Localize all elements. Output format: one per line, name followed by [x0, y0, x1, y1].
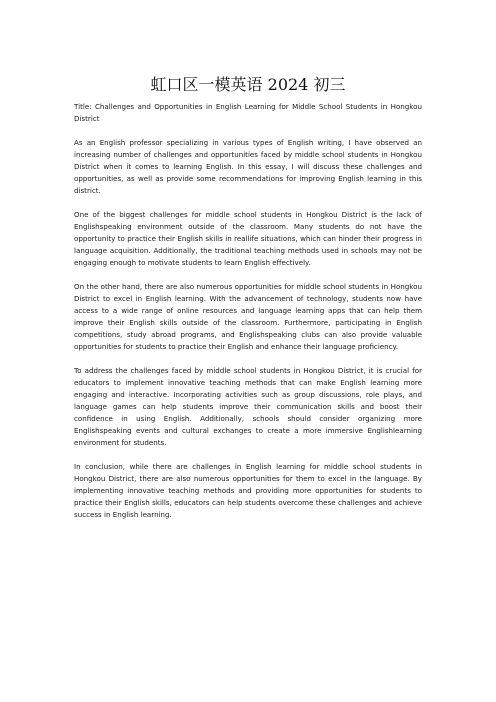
paragraph-conclusion: In conclusion, while there are challenges in English learning for middle school students in Hongkou District, there are also numerous opportunities for them to excel in the language. By implementing innovative teaching methods and providing more opportunities for students to practice their English skills, educators can help students overcome these challenges and achieve success in English learning. — [74, 462, 422, 519]
paragraph-intro: As an English professor specializing in various types of English writing, I have observed an increasing number of challenges and opportunities faced by middle school students in Hongkou District when it comes to learning English. In this essay, I will discuss these challenges and opportunities, as well as provide some recommendations for improving English learning in this district. — [74, 138, 422, 195]
essay-title: Title: Challenges and Opportunities in English Learning for Middle School Students in Hongkou District — [74, 102, 422, 123]
paragraph-opportunities: On the other hand, there are also numerous opportunities for middle school students in Hongkou District to excel in English learning. With the advancement of technology, students now have access to a wide range of online resources and language learning apps that can help them improve their English skills outside of the classroom. Furthermore, participating in English competitions, study abroad programs, and Englishspeaking clubs can also provide valuable opportunities for students to practice their English and enhance their language proficiency. — [74, 282, 422, 351]
document-title: 虹口区一模英语 2024 初三 — [150, 75, 346, 94]
paragraph-recommendations: To address the challenges faced by middle school students in Hongkou District, it is crucial for educators to implement innovative teaching methods that can make English learning more engaging and interactive. Incorporating activities such as group discussions, role plays, and language games can help students improve their communication skills and boost their confidence in using English. Additionally, schools should consider organizing more Englishspeaking events and cultural exchanges to create a more immersive Englishlearning environment for students. — [74, 366, 422, 447]
paragraph-challenges: One of the biggest challenges for middle school students in Hongkou District is the lack of Englishspeaking environment outside of the classroom. Many students do not have the opportunity to practice their English skills in reallife situations, which can hinder their progress in language acquisition. Additionally, the traditional teaching methods used in schools may not be engaging enough to motivate students to learn English effectively. — [74, 210, 422, 267]
document-body — [74, 101, 422, 533]
